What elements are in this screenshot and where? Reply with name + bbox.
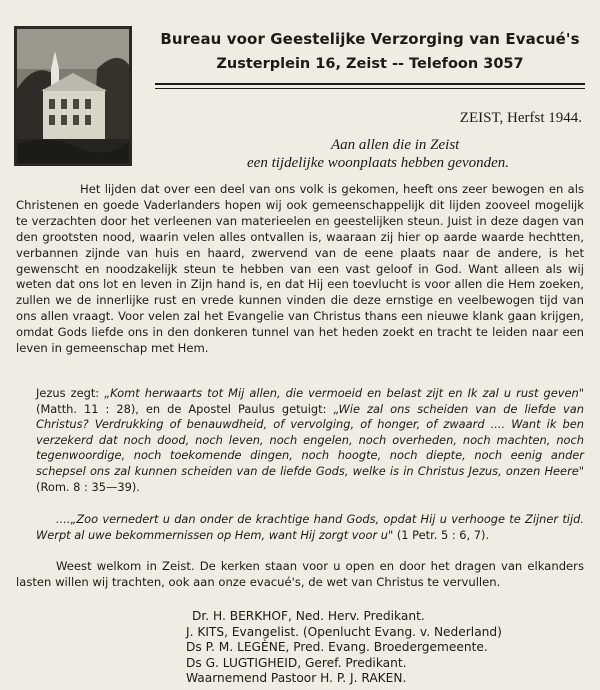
quote-matthew: „Komt herwaarts tot Mij allen, die vermoeid en belast zijt en Ik zal u rust geven" bbox=[104, 386, 585, 400]
quote-peter: ....„Zoo vernedert u dan onder de krachtige hand Gods, opdat Hij u verhooge te Zijner tijd. Werpt al uwe bekommernissen op Hem, want Hij zorgt voor u" bbox=[36, 512, 584, 542]
signatory: Ds P. M. LEGÈNE, Pred. Evang. Broedergemeente. bbox=[186, 640, 488, 654]
greeting-line-1: Aan allen die in Zeist bbox=[331, 137, 460, 153]
scripture-quote-2 bbox=[36, 512, 584, 543]
signatory: J. KITS, Evangelist. (Openlucht Evang. v. Nederland) bbox=[186, 624, 502, 639]
bureau-address: Zusterplein 16, Zeist -- Telefoon 3057 bbox=[216, 56, 524, 72]
signatories bbox=[186, 609, 586, 687]
quote-mid: en de Apostel Paulus getuigt: bbox=[145, 401, 334, 416]
signatory: Ds G. LUGTIGHEID, Geref. Predikant. bbox=[186, 655, 407, 670]
greeting-line-2: een tijdelijke woonplaats hebben gevonden. bbox=[247, 155, 510, 171]
church-illustration bbox=[17, 29, 129, 163]
signatory: Dr. H. BERKHOF, Ned. Herv. Predikant. bbox=[192, 609, 425, 623]
scripture-quote-1 bbox=[36, 386, 584, 495]
ref-romans: (Rom. 8 : 35—39). bbox=[36, 479, 140, 494]
welcome-paragraph: Weest welkom in Zeist. De kerken staan voor u open en door het dragen van elkanders lasten willen wij trachten, ook aan onze evacué's, de wet van Christus te vervullen. bbox=[16, 559, 584, 589]
header-rule bbox=[155, 83, 585, 85]
ref-matthew: (Matth. 11 : 28), bbox=[36, 401, 146, 416]
quote-lead: Jezus zegt: bbox=[36, 386, 105, 400]
signatory: Waarnemend Pastoor H. P. J. RAKEN. bbox=[186, 671, 407, 685]
church-photo bbox=[14, 26, 132, 166]
intro-paragraph: Het lijden dat over een deel van ons volk is gekomen, heeft ons zeer bewogen en als Christenen en goede Vaderlanders hopen wij ook gemeenschappelijk dit lijden zooveel mogelijk te verzachten door het verleenen van materieelen en geestelijken steun. Juist in deze dagen van den grootsten nood, waarin velen alles ontvallen is, waaraan zij hier op aarde waarde hechtten, verbannen zijnde van huis en haard, zwervend van de eene plaats naar de andere, is het gewenscht en noodzakelijk steun te hebben van een vast geloof in God. Want alleen als wij weten dat ons lot en leven in Zijn hand is, en dat Hij een toevlucht is voor allen die Hem zoeken, zullen we de innerlijke rust en vrede kunnen vinden die deze ernstige en veelbewogen tijd van ons allen vraagt. Voor velen zal het Evangelie van Christus thans een nieuwe klank gaan krijgen, omdat Gods liefde ons in den donkeren tunnel van het heden zoekt en tracht te leiden naar een leven in gemeenschap met Hem. bbox=[16, 182, 584, 356]
ref-peter: (1 Petr. 5 : 6, 7). bbox=[393, 527, 490, 542]
quote-romans: „Wie zal ons scheiden van de liefde van Christus? Verdrukking of benauwdheid, of vervolging, of honger, of zwaard .... Want ik ben verzekerd dat noch dood, noch leven, noch engelen, noch overheden, noch machten, noch tegenwoordige, noch toekomende dingen, noch hoogte, noch diepte, noch eenig ander schepsel ons zal kunnen scheiden van de liefde Gods, welke is in Christus Jezus, onzen Heere" bbox=[36, 401, 584, 478]
dateline: ZEIST, Herfst 1944. bbox=[459, 110, 582, 126]
header-rule-thin bbox=[155, 88, 585, 89]
bureau-title: Bureau voor Geestelijke Verzorging van Evacué's bbox=[160, 30, 580, 48]
